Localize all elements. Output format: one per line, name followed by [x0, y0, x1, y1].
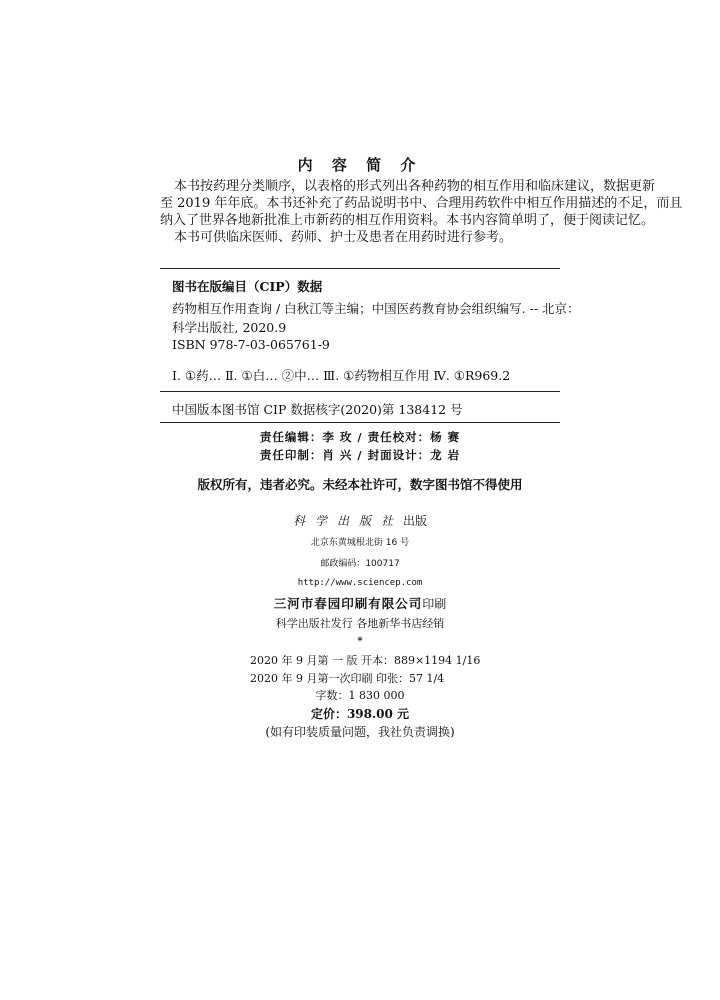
publisher-line — [0, 512, 720, 529]
intro-paragraph-line: 本书按药理分类顺序，以表格的形式列出各种药物的相互作用和临床建议，数据更新 — [174, 179, 656, 194]
printing-sheets-line: 2020 年 9 月第一次印刷 印张：57 1/4 — [250, 672, 445, 685]
postal-code: 邮政编码：100717 — [320, 559, 400, 569]
word-count: 字数：1 830 000 — [315, 689, 405, 702]
distribution-line: 科学出版社发行 各地新华书店经销 — [275, 617, 445, 630]
separator-star: * — [357, 636, 363, 647]
publisher-url: http://www.sciencep.com — [297, 578, 423, 588]
cip-record-number: 中国版本图书馆 CIP 数据核字(2020)第 138412 号 — [172, 402, 463, 417]
publisher-suffix: 出版 — [403, 514, 428, 528]
cip-isbn: ISBN 978-7-03-065761-9 — [172, 337, 330, 352]
cip-title-line: 药物相互作用查询 / 白秋江等主编；中国医药教育协会组织编写. -- 北京： — [172, 301, 580, 316]
price: 定价：398.00 元 — [310, 707, 410, 721]
cip-publisher-line: 科学出版社, 2020.9 — [172, 320, 287, 335]
cip-classification: Ⅰ. ①药… Ⅱ. ①白… ②中… Ⅲ. ①药物相互作用 Ⅳ. ①R969.2 — [172, 368, 511, 383]
responsibility-production: 责任印制：肖 兴 / 封面设计：龙 岩 — [259, 448, 461, 462]
intro-title: 内 容 简 介 — [297, 156, 423, 174]
cip-mid-rule — [160, 391, 560, 392]
printer-suffix: 印刷 — [422, 597, 447, 611]
intro-paragraph-line: 纳入了世界各地新批准上市新药的相互作用资料。本书内容简单明了，便于阅读记忆。 — [160, 213, 655, 228]
printer-name: 三河市春园印刷有限公司 — [273, 596, 423, 611]
cip-bottom-rule — [160, 422, 560, 423]
publisher-address: 北京东黄城根北街 16 号 — [310, 538, 410, 548]
copyright-notice: 版权所有，违者必究。未经本社许可，数字图书馆不得使用 — [197, 477, 523, 492]
intro-paragraph-line: 至 2019 年年底。本书还补充了药品说明书中、合理用药软件中相互作用描述的不足，而且 — [160, 196, 683, 211]
edition-format-line: 2020 年 9 月第 一 版 开本：889×1194 1/16 — [250, 654, 481, 667]
cip-heading: 图书在版编目（CIP）数据 — [172, 279, 323, 294]
quality-note: (如有印装质量问题，我社负责调换) — [265, 725, 455, 739]
intro-paragraph-line: 本书可供临床医师、药师、护士及患者在用药时进行参考。 — [174, 230, 513, 245]
publisher-logo: 科学出版社 — [292, 514, 403, 528]
responsibility-editors: 责任编辑：李 玫 / 责任校对：杨 赛 — [259, 430, 461, 444]
printer-line — [0, 593, 720, 612]
cip-top-rule — [160, 268, 560, 269]
